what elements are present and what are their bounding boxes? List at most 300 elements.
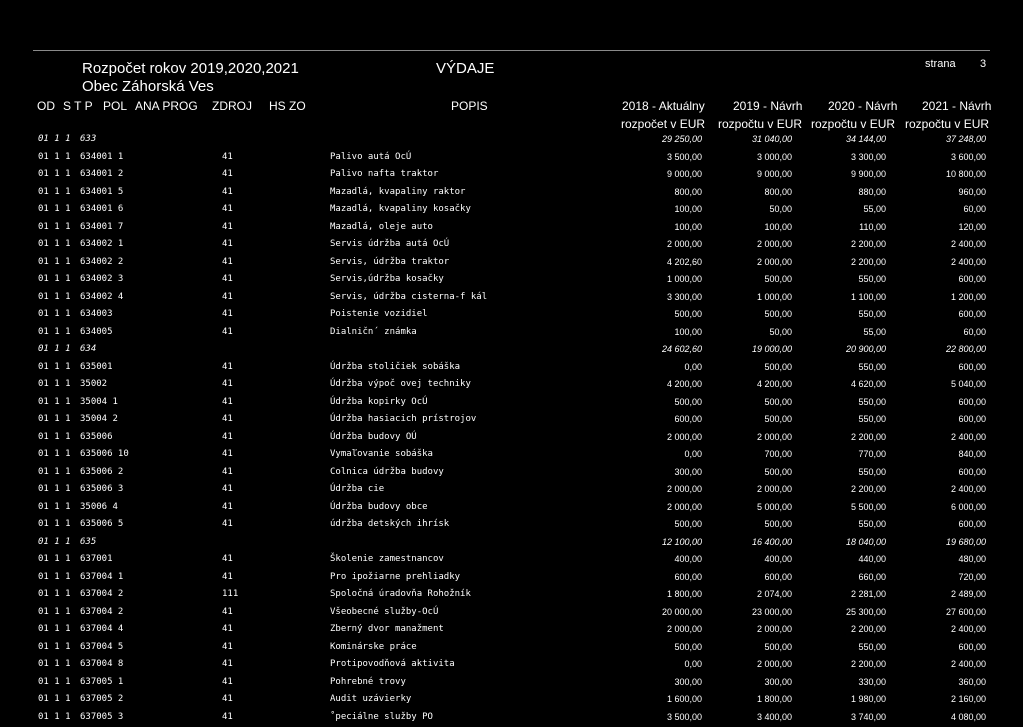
cell-2021: 10 800,00	[946, 169, 986, 179]
cell-zdroj: 41	[222, 467, 233, 477]
cell-zdroj: 41	[222, 397, 233, 407]
cell-2020: 18 040,00	[846, 537, 886, 547]
cell-2019: 700,00	[764, 449, 792, 459]
cell-popis: Servis údržba autá OcÚ	[330, 239, 449, 249]
table-row	[0, 587, 1023, 605]
cell-2021: 2 400,00	[951, 239, 986, 249]
cell-zdroj: 41	[222, 204, 233, 214]
cell-zdroj: 41	[222, 169, 233, 179]
cell-od: 01 1 1	[38, 274, 71, 284]
cell-od: 01 1 1	[38, 239, 71, 249]
cell-2019: 500,00	[764, 397, 792, 407]
table-row	[0, 360, 1023, 378]
cell-popis: Vymaľovanie sobáška	[330, 449, 433, 459]
cell-pol: 637005 2	[80, 694, 123, 704]
cell-zdroj: 41	[222, 239, 233, 249]
col-header-popis: POPIS	[451, 99, 488, 113]
cell-pol: 637004 8	[80, 659, 123, 669]
cell-2021: 27 600,00	[946, 607, 986, 617]
table-row	[0, 517, 1023, 535]
cell-od: 01 1 1	[38, 362, 71, 372]
cell-2018: 2 000,00	[667, 502, 702, 512]
col-header-od: OD	[37, 99, 55, 113]
cell-popis: údržba detských ihrísk	[330, 519, 449, 529]
cell-zdroj: 41	[222, 572, 233, 582]
table-row	[0, 237, 1023, 255]
table-row	[0, 465, 1023, 483]
cell-2018: 600,00	[674, 572, 702, 582]
cell-2021: 37 248,00	[946, 134, 986, 144]
cell-popis: Palivo autá OcÚ	[330, 152, 411, 162]
cell-2020: 1 100,00	[851, 292, 886, 302]
cell-zdroj: 41	[222, 327, 233, 337]
table-row	[0, 447, 1023, 465]
cell-2018: 9 000,00	[667, 169, 702, 179]
cell-2018: 12 100,00	[662, 537, 702, 547]
cell-od: 01 1 1	[38, 519, 71, 529]
cell-pol: 637001	[80, 554, 113, 564]
cell-2019: 16 400,00	[752, 537, 792, 547]
cell-popis: Zberný dvor manažment	[330, 624, 444, 634]
cell-2018: 1 600,00	[667, 694, 702, 704]
cell-2021: 19 680,00	[946, 537, 986, 547]
subtotal-row	[0, 342, 1023, 360]
cell-pol: 634002 3	[80, 274, 123, 284]
cell-zdroj: 41	[222, 624, 233, 634]
cell-2019: 500,00	[764, 642, 792, 652]
cell-2021: 60,00	[963, 327, 986, 337]
cell-2021: 2 400,00	[951, 257, 986, 267]
table-row	[0, 412, 1023, 430]
cell-2021: 2 400,00	[951, 659, 986, 669]
col-header-anaprog: ANA PROG	[135, 99, 198, 113]
cell-od: 01 1 1	[38, 554, 71, 564]
cell-popis: Školenie zamestnancov	[330, 554, 444, 564]
cell-2018: 24 602,60	[662, 344, 702, 354]
cell-2020: 1 980,00	[851, 694, 886, 704]
cell-od: 01 1 1	[38, 659, 71, 669]
cell-2020: 2 281,00	[851, 589, 886, 599]
section-title: VÝDAJE	[436, 60, 494, 77]
cell-2020: 330,00	[858, 677, 886, 687]
cell-zdroj: 41	[222, 607, 233, 617]
col-subheader-2019: rozpočtu v EUR	[718, 117, 802, 131]
table-row	[0, 185, 1023, 203]
cell-pol: 35004 1	[80, 397, 118, 407]
cell-2020: 2 200,00	[851, 432, 886, 442]
cell-2020: 550,00	[858, 414, 886, 424]
table-row	[0, 290, 1023, 308]
cell-2020: 770,00	[858, 449, 886, 459]
cell-2018: 2 000,00	[667, 432, 702, 442]
cell-pol: 35006 4	[80, 502, 118, 512]
cell-2018: 3 500,00	[667, 712, 702, 722]
cell-2021: 960,00	[958, 187, 986, 197]
cell-od: 01 1 1	[38, 607, 71, 617]
cell-2018: 4 200,00	[667, 379, 702, 389]
cell-2019: 2 000,00	[757, 659, 792, 669]
cell-2021: 840,00	[958, 449, 986, 459]
cell-2021: 360,00	[958, 677, 986, 687]
cell-popis: Servis,údržba kosačky	[330, 274, 444, 284]
cell-2019: 2 000,00	[757, 624, 792, 634]
cell-2018: 500,00	[674, 519, 702, 529]
col-header-stp: S T P	[63, 99, 93, 113]
cell-pol: 634001 6	[80, 204, 123, 214]
cell-od: 01 1 1	[38, 537, 71, 547]
cell-popis: Údržba cie	[330, 484, 384, 494]
cell-od: 01 1 1	[38, 134, 71, 144]
cell-zdroj: 41	[222, 257, 233, 267]
cell-2019: 2 000,00	[757, 239, 792, 249]
cell-popis: Spoločná úradovňa Rohožník	[330, 589, 471, 599]
cell-zdroj: 41	[222, 362, 233, 372]
cell-2019: 500,00	[764, 274, 792, 284]
cell-2019: 100,00	[764, 222, 792, 232]
col-header-hszo: HS ZO	[269, 99, 306, 113]
cell-pol: 637005 1	[80, 677, 123, 687]
cell-zdroj: 41	[222, 554, 233, 564]
cell-2021: 600,00	[958, 414, 986, 424]
cell-pol: 635006 3	[80, 484, 123, 494]
cell-2020: 550,00	[858, 362, 886, 372]
cell-zdroj: 41	[222, 379, 233, 389]
cell-popis: Palivo nafta traktor	[330, 169, 438, 179]
cell-2020: 660,00	[858, 572, 886, 582]
cell-2018: 29 250,00	[662, 134, 702, 144]
cell-pol: 634001 2	[80, 169, 123, 179]
cell-popis: ˚peciálne služby PO	[330, 712, 433, 722]
table-row	[0, 377, 1023, 395]
table-row	[0, 167, 1023, 185]
cell-2020: 2 200,00	[851, 257, 886, 267]
cell-pol: 637004 5	[80, 642, 123, 652]
cell-2021: 5 040,00	[951, 379, 986, 389]
col-header-2020: 2020 - Návrh	[828, 99, 897, 113]
cell-2018: 300,00	[674, 467, 702, 477]
cell-od: 01 1 1	[38, 484, 71, 494]
table-row	[0, 622, 1023, 640]
cell-2021: 600,00	[958, 519, 986, 529]
cell-zdroj: 41	[222, 292, 233, 302]
cell-zdroj: 41	[222, 222, 233, 232]
cell-2018: 20 000,00	[662, 607, 702, 617]
table-row	[0, 657, 1023, 675]
cell-2019: 300,00	[764, 677, 792, 687]
cell-pol: 637004 2	[80, 589, 123, 599]
cell-2018: 100,00	[674, 222, 702, 232]
cell-2018: 4 202,60	[667, 257, 702, 267]
cell-popis: Údržba hasiacich prístrojov	[330, 414, 476, 424]
cell-pol: 635006	[80, 432, 113, 442]
cell-2020: 3 740,00	[851, 712, 886, 722]
cell-2021: 60,00	[963, 204, 986, 214]
table-row	[0, 202, 1023, 220]
municipality-name: Obec Záhorská Ves	[82, 78, 214, 95]
cell-2020: 2 200,00	[851, 659, 886, 669]
col-subheader-2020: rozpočtu v EUR	[811, 117, 895, 131]
cell-popis: Údržba budovy OÚ	[330, 432, 417, 442]
cell-popis: Protipovodňová aktivita	[330, 659, 455, 669]
col-header-zdroj: ZDROJ	[212, 99, 252, 113]
cell-2020: 3 300,00	[851, 152, 886, 162]
cell-2020: 110,00	[859, 222, 886, 232]
cell-pol: 634002 2	[80, 257, 123, 267]
table-row	[0, 220, 1023, 238]
cell-2019: 19 000,00	[752, 344, 792, 354]
cell-2021: 480,00	[958, 554, 986, 564]
table-row	[0, 272, 1023, 290]
cell-pol: 635006 5	[80, 519, 123, 529]
cell-2021: 3 600,00	[951, 152, 986, 162]
cell-2019: 9 000,00	[757, 169, 792, 179]
subtotal-row	[0, 535, 1023, 553]
cell-pol: 635006 2	[80, 467, 123, 477]
cell-popis: Servis, údržba cisterna-f kál	[330, 292, 487, 302]
cell-od: 01 1 1	[38, 379, 71, 389]
cell-popis: Údržba kopirky OcÚ	[330, 397, 428, 407]
cell-2018: 2 000,00	[667, 239, 702, 249]
col-header-2019: 2019 - Návrh	[733, 99, 802, 113]
cell-zdroj: 41	[222, 309, 233, 319]
cell-2018: 800,00	[674, 187, 702, 197]
cell-od: 01 1 1	[38, 327, 71, 337]
cell-popis: Poistenie vozidiel	[330, 309, 428, 319]
table-row	[0, 150, 1023, 168]
cell-2021: 6 000,00	[951, 502, 986, 512]
cell-2018: 2 000,00	[667, 484, 702, 494]
cell-2020: 5 500,00	[851, 502, 886, 512]
cell-2019: 500,00	[764, 467, 792, 477]
cell-2019: 2 000,00	[757, 484, 792, 494]
cell-2021: 1 200,00	[951, 292, 986, 302]
cell-2019: 2 000,00	[757, 432, 792, 442]
table-row	[0, 500, 1023, 518]
cell-2019: 50,00	[769, 327, 792, 337]
cell-2019: 1 800,00	[757, 694, 792, 704]
cell-2020: 550,00	[858, 519, 886, 529]
cell-2020: 880,00	[858, 187, 886, 197]
cell-popis: Údržba budovy obce	[330, 502, 428, 512]
table-row	[0, 605, 1023, 623]
page-number: 3	[980, 58, 986, 70]
cell-2021: 720,00	[958, 572, 986, 582]
cell-od: 01 1 1	[38, 152, 71, 162]
cell-2019: 23 000,00	[752, 607, 792, 617]
cell-popis: Pohrebné trovy	[330, 677, 406, 687]
cell-zdroj: 41	[222, 414, 233, 424]
cell-2019: 3 400,00	[757, 712, 792, 722]
cell-od: 01 1 1	[38, 309, 71, 319]
cell-2019: 500,00	[764, 519, 792, 529]
cell-zdroj: 41	[222, 519, 233, 529]
cell-2020: 550,00	[858, 467, 886, 477]
cell-2020: 2 200,00	[851, 484, 886, 494]
cell-2019: 2 074,00	[757, 589, 792, 599]
cell-2018: 500,00	[674, 642, 702, 652]
cell-2018: 100,00	[674, 327, 702, 337]
table-row	[0, 710, 1023, 727]
cell-zdroj: 41	[222, 677, 233, 687]
cell-2020: 20 900,00	[846, 344, 886, 354]
cell-od: 01 1 1	[38, 502, 71, 512]
cell-2018: 0,00	[684, 362, 702, 372]
cell-2018: 0,00	[684, 659, 702, 669]
col-header-2018: 2018 - Aktuálny	[622, 99, 705, 113]
cell-pol: 634001 1	[80, 152, 123, 162]
cell-2021: 4 080,00	[951, 712, 986, 722]
cell-2019: 5 000,00	[757, 502, 792, 512]
cell-popis: Mazadlá, oleje auto	[330, 222, 433, 232]
cell-2018: 2 000,00	[667, 624, 702, 634]
cell-od: 01 1 1	[38, 169, 71, 179]
table-row	[0, 692, 1023, 710]
col-header-2021: 2021 - Návrh	[922, 99, 991, 113]
cell-pol: 637005 3	[80, 712, 123, 722]
cell-od: 01 1 1	[38, 292, 71, 302]
table-row	[0, 482, 1023, 500]
cell-od: 01 1 1	[38, 572, 71, 582]
cell-zdroj: 41	[222, 449, 233, 459]
cell-2020: 9 900,00	[851, 169, 886, 179]
cell-2019: 500,00	[764, 362, 792, 372]
cell-popis: Mazadlá, kvapaliny raktor	[330, 187, 465, 197]
cell-od: 01 1 1	[38, 642, 71, 652]
cell-2018: 1 800,00	[667, 589, 702, 599]
cell-pol: 634001 7	[80, 222, 123, 232]
cell-zdroj: 41	[222, 432, 233, 442]
cell-2021: 600,00	[958, 642, 986, 652]
cell-2018: 1 000,00	[667, 274, 702, 284]
cell-2019: 600,00	[764, 572, 792, 582]
cell-od: 01 1 1	[38, 467, 71, 477]
cell-od: 01 1 1	[38, 414, 71, 424]
cell-2018: 100,00	[674, 204, 702, 214]
cell-2020: 2 200,00	[851, 239, 886, 249]
cell-2020: 25 300,00	[846, 607, 886, 617]
cell-popis: Colnica údržba budovy	[330, 467, 444, 477]
cell-2021: 600,00	[958, 362, 986, 372]
table-row	[0, 675, 1023, 693]
cell-2020: 55,00	[863, 327, 886, 337]
cell-pol: 637004 1	[80, 572, 123, 582]
cell-2019: 2 000,00	[757, 257, 792, 267]
cell-2018: 500,00	[674, 309, 702, 319]
cell-2019: 400,00	[764, 554, 792, 564]
cell-2021: 600,00	[958, 274, 986, 284]
cell-zdroj: 41	[222, 187, 233, 197]
cell-pol: 634003	[80, 309, 113, 319]
cell-popis: Všeobecné služby-OcÚ	[330, 607, 438, 617]
cell-2020: 550,00	[858, 309, 886, 319]
cell-2020: 34 144,00	[846, 134, 886, 144]
cell-popis: Pro ipožiarne prehliadky	[330, 572, 460, 582]
cell-zdroj: 41	[222, 659, 233, 669]
cell-2018: 0,00	[684, 449, 702, 459]
cell-od: 01 1 1	[38, 204, 71, 214]
cell-pol: 634	[80, 344, 96, 354]
table-row	[0, 325, 1023, 343]
table-row	[0, 552, 1023, 570]
cell-zdroj: 41	[222, 642, 233, 652]
cell-od: 01 1 1	[38, 222, 71, 232]
page-label: strana	[925, 58, 956, 70]
cell-2021: 600,00	[958, 397, 986, 407]
cell-2018: 300,00	[674, 677, 702, 687]
cell-2019: 4 200,00	[757, 379, 792, 389]
cell-2021: 2 400,00	[951, 432, 986, 442]
cell-2021: 2 489,00	[951, 589, 986, 599]
col-subheader-2021: rozpočtu v EUR	[905, 117, 989, 131]
table-row	[0, 395, 1023, 413]
cell-od: 01 1 1	[38, 712, 71, 722]
table-row	[0, 570, 1023, 588]
cell-2019: 500,00	[764, 309, 792, 319]
cell-popis: Údržba stoličiek sobáška	[330, 362, 460, 372]
cell-popis: Mazadlá, kvapaliny kosačky	[330, 204, 471, 214]
cell-popis: Audit uzávierky	[330, 694, 411, 704]
budget-table	[0, 132, 1023, 727]
cell-2019: 500,00	[764, 414, 792, 424]
cell-popis: Údržba výpoč ovej techniky	[330, 379, 471, 389]
cell-popis: Dialničn´ známka	[330, 327, 417, 337]
subtotal-row	[0, 132, 1023, 150]
cell-2020: 2 200,00	[851, 624, 886, 634]
top-rule	[33, 50, 990, 51]
cell-pol: 35002	[80, 379, 107, 389]
cell-2020: 550,00	[858, 274, 886, 284]
cell-pol: 637004 4	[80, 624, 123, 634]
cell-od: 01 1 1	[38, 449, 71, 459]
cell-2019: 50,00	[769, 204, 792, 214]
table-row	[0, 307, 1023, 325]
cell-zdroj: 41	[222, 712, 233, 722]
cell-zdroj: 41	[222, 484, 233, 494]
cell-2018: 600,00	[674, 414, 702, 424]
cell-2021: 2 160,00	[951, 694, 986, 704]
cell-2018: 500,00	[674, 397, 702, 407]
cell-2020: 550,00	[858, 642, 886, 652]
cell-od: 01 1 1	[38, 257, 71, 267]
cell-2020: 440,00	[858, 554, 886, 564]
cell-pol: 633	[80, 134, 96, 144]
cell-pol: 637004 2	[80, 607, 123, 617]
cell-2021: 22 800,00	[946, 344, 986, 354]
cell-pol: 634002 1	[80, 239, 123, 249]
document-title: Rozpočet rokov 2019,2020,2021	[82, 60, 299, 77]
cell-od: 01 1 1	[38, 694, 71, 704]
cell-popis: Kominárske práce	[330, 642, 417, 652]
cell-2019: 3 000,00	[757, 152, 792, 162]
col-subheader-2018: rozpočet v EUR	[621, 117, 705, 131]
cell-od: 01 1 1	[38, 344, 71, 354]
cell-pol: 634001 5	[80, 187, 123, 197]
cell-2019: 1 000,00	[757, 292, 792, 302]
cell-2021: 120,00	[958, 222, 986, 232]
cell-pol: 634002 4	[80, 292, 123, 302]
cell-pol: 635006 10	[80, 449, 129, 459]
cell-od: 01 1 1	[38, 624, 71, 634]
cell-zdroj: 41	[222, 502, 233, 512]
cell-2021: 2 400,00	[951, 624, 986, 634]
cell-zdroj: 111	[222, 589, 238, 599]
cell-2020: 4 620,00	[851, 379, 886, 389]
cell-2018: 400,00	[674, 554, 702, 564]
cell-2020: 550,00	[858, 397, 886, 407]
cell-zdroj: 41	[222, 152, 233, 162]
cell-zdroj: 41	[222, 274, 233, 284]
cell-od: 01 1 1	[38, 677, 71, 687]
